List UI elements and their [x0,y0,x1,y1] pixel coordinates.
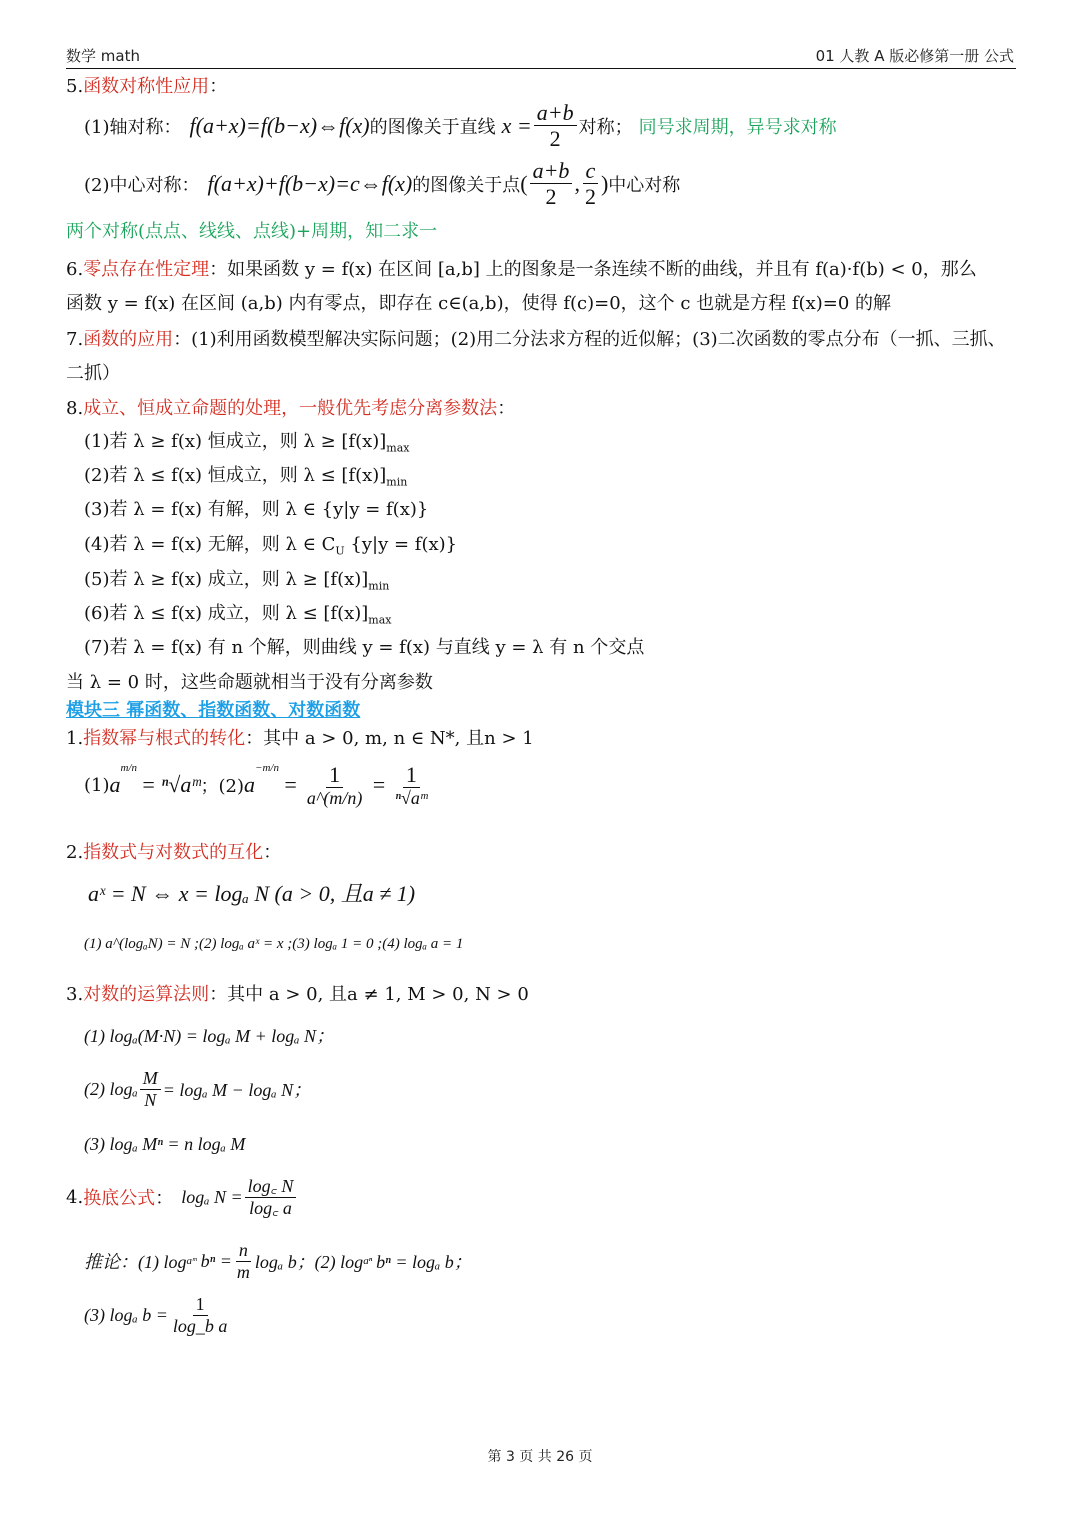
s8-item-text: (1)若 λ ≥ f(x) 恒成立，则 λ ≥ [f(x)] [84,431,387,452]
s7-num: 7. [66,329,84,350]
s7-line1 [66,325,1006,351]
s8-item-6 [84,599,392,627]
frac-num: a+b [534,100,577,126]
m1-f1-exp: m/n [120,762,137,774]
frac-num: M [140,1068,161,1090]
m1-f2-eq2: = [371,772,387,798]
s7-line2: 二抓） [66,363,120,384]
m1-title: 指数幂与根式的转化 [83,728,246,749]
frac-num: 1 [326,762,343,788]
s8-title: 成立、恒成立命题的处理，一般优先考虑分离参数法 [83,398,498,419]
s8-item-text: (3)若 λ = f(x) 有解，则 λ ∈ {y|y = f(x)} [84,499,429,520]
s8-item-sub: min [368,579,390,593]
s8-item-sub: U [335,544,345,558]
s5-l2-tail: 中心对称 [608,174,681,196]
s5-heading: 5.函数对称性应用： [66,76,228,97]
s8-heading [66,394,515,420]
m2-heading [66,838,281,864]
m3-rule1: (1) logₐ(M·N) = logₐ M + logₐ N； [84,1026,335,1046]
frac-den: N [144,1089,157,1110]
frac-num: 1 [193,1294,208,1316]
s8-item-1 [84,427,410,455]
m3-rule3: (3) logₐ Mⁿ = n logₐ M [84,1134,246,1154]
m4-c2-base: aⁿ [363,1255,373,1268]
s7-l1: ：(1)利用函数模型解决实际问题；(2)用二分法求方程的近似解；(3)二次函数的零点分布（一抓、三抓、 [173,329,1006,350]
s8-item-text: (7)若 λ = f(x) 有 n 个解，则曲线 y = f(x) 与直线 y = λ 有 n 个交点 [84,637,645,658]
s6-num: 6. [66,259,84,280]
frac-den: 2 [584,184,596,210]
s5-l1-tail: 对称； [578,116,633,138]
m3-r2-tail: = logₐ M − logₐ N； [162,1080,312,1101]
s5-l2-prefix: (2)中心对称： [84,174,200,196]
m1-f2-eq: = [282,772,298,798]
m4-corollary-3 [84,1294,232,1336]
s8-note: 当 λ = 0 时，这些命题就相当于没有分离参数 [66,672,433,693]
frac-den: 2 [545,184,557,210]
m4-title: 换底公式 [83,1188,156,1210]
m2-title: 指数式与对数式的互化 [83,842,264,863]
m1-f1-eq: = ⁿ√aᵐ [141,772,201,798]
s5-l1-prefix: (1)轴对称： [84,116,182,138]
s8-item-3 [84,495,428,521]
s5-l1-note: 同号求周期，异号求对称 [638,116,837,138]
s5-l1-text: 的图像关于直线 [369,116,496,138]
s5-line2: (2)中心对称： f(a+x)+f(b−x)=c⇔f(x) 的图像关于点 ( $\frac{a+b}{2}$ , $\frac{c}{2}$ ) 中心对称 [84,158,681,210]
m1-sep: ；(2) [200,776,245,798]
m1-frac1 [304,762,366,809]
m4-frac [245,1176,297,1218]
m3-heading [66,980,529,1006]
frac-den: a^(m/n) [306,788,363,809]
m2-line2: (1) a^(logₐN) = N ;(2) logₐ aˣ = x ;(3) logₐ 1 = 0 ;(4) logₐ a = 1 [84,936,464,952]
m3-r2-pre: (2) logₐ [84,1078,138,1099]
s5-l2-text: 的图像关于点 [412,174,521,196]
frac-den: log_b a [172,1315,228,1336]
m4-corollary-1 [84,1240,472,1282]
m1-cond: ：其中 a > 0, m, n ∈ N*, 且n > 1 [245,728,534,749]
s8-item-text: (6)若 λ ≤ f(x) 成立，则 λ ≤ [f(x)] [84,603,369,624]
s6-line1 [66,255,977,281]
frac-den: 2 [549,126,561,152]
s5-num: 5. [66,76,84,97]
header-right: 01 人教 A 版必修第一册 公式 [815,47,1014,65]
s5-title: 函数对称性应用 [83,76,210,97]
m4-num: 4. [66,1186,84,1208]
m1-f1-pre: (1) [84,774,110,796]
m1-heading [66,724,534,750]
frac-num: n [236,1240,251,1262]
s7-title: 函数的应用 [83,329,174,350]
s5-line1 [84,100,837,152]
m1-f1-base: a [109,772,121,798]
s8-item4-tail: {y|y = f(x)} [350,534,458,555]
header-left: 数学 math [66,47,140,65]
frac-num: a+b [530,158,573,184]
m2-main: aˣ = N ⇔ x = logₐ N (a > 0, 且a ≠ 1) [88,881,416,906]
s8-item-text: (4)若 λ = f(x) 无解，则 λ ∈ C [84,534,336,555]
s5-l1-math: f(a+x)=f(b−x)⇔f(x) [189,112,370,138]
s8-item-2 [84,461,407,489]
m3-cond: ：其中 a > 0, 且a ≠ 1, M > 0, N > 0 [209,984,529,1005]
m3-rule2 [84,1068,311,1110]
s8-item-sub: max [386,441,410,455]
s8-item-5 [84,565,389,593]
m4-c-tail: logₐ b；(2) log [254,1252,364,1273]
m4-c-base: aᵐ [186,1255,197,1268]
m4-c2-tail: bⁿ = logₐ b； [376,1252,472,1273]
m4-lhs: logₐ N = [181,1186,243,1207]
s6-l1: ：如果函数 y = f(x) 在区间 [a,b] 上的图象是一条连续不断的曲线，并且有 f(a)·f(b) < 0，那么 [209,259,977,280]
module3-title: 模块三 幂函数、指数函数、对数函数 [66,700,361,721]
s8-colon: ： [497,398,516,419]
s5-l2-frac1 [530,158,573,210]
m3-r2-frac [140,1068,161,1110]
s5-l1-frac [534,100,577,152]
m1-f2-base: a [244,772,256,798]
s5-l2-math: f(a+x)+f(b−x)=c⇔f(x) [207,170,413,196]
s8-item-sub: max [368,613,392,627]
m4-c-mid: bⁿ = [200,1250,232,1271]
frac-den: ⁿ√aᵐ [395,788,428,809]
m1-num: 1. [66,728,84,749]
s8-item-text: (2)若 λ ≤ f(x) 恒成立，则 λ ≤ [f(x)] [84,465,387,486]
m2-num: 2. [66,842,84,863]
s5-note: 两个对称(点点、线线、点线)+周期，知二求一 [66,221,438,242]
header-rule [66,68,1016,69]
s8-num: 8. [66,398,84,419]
frac-den: log꜀ a [249,1197,292,1218]
m4-c3-pre: (3) logₐ b = [84,1304,168,1325]
m1-f2-exp: −m/n [255,762,279,774]
m4-heading [66,1176,298,1218]
s8-item-7 [84,633,644,659]
frac-num: log꜀ N [245,1176,297,1198]
s8-item-4 [84,530,457,558]
m4-c3-frac [170,1294,231,1336]
s6-line2: 函数 y = f(x) 在区间 (a,b) 内有零点，即存在 c∈(a,b)，使得 f(c)=0，这个 c 也就是方程 f(x)=0 的解 [66,293,892,314]
page-footer: 第 3 页 共 26 页 [487,1449,593,1465]
m3-num: 3. [66,984,84,1005]
m4-c-frac [234,1240,253,1282]
frac-num: 1 [403,762,420,788]
m1-frac2 [392,762,430,809]
frac-den: m [236,1261,250,1282]
s8-item-text: (5)若 λ ≥ f(x) 成立，则 λ ≥ [f(x)] [84,569,369,590]
m3-title: 对数的运算法则 [83,984,210,1005]
s5-l1-x: x = [501,112,532,138]
s8-item-sub: min [386,475,408,489]
s6-title: 零点存在性定理 [83,259,210,280]
frac-num: c [583,158,599,184]
m4-colon: ： [155,1188,174,1210]
m2-colon: ： [263,842,282,863]
m4-c-pre: 推论：(1) log [84,1252,187,1273]
m1-formulas [84,762,432,809]
s5-l2-frac2 [582,158,599,210]
